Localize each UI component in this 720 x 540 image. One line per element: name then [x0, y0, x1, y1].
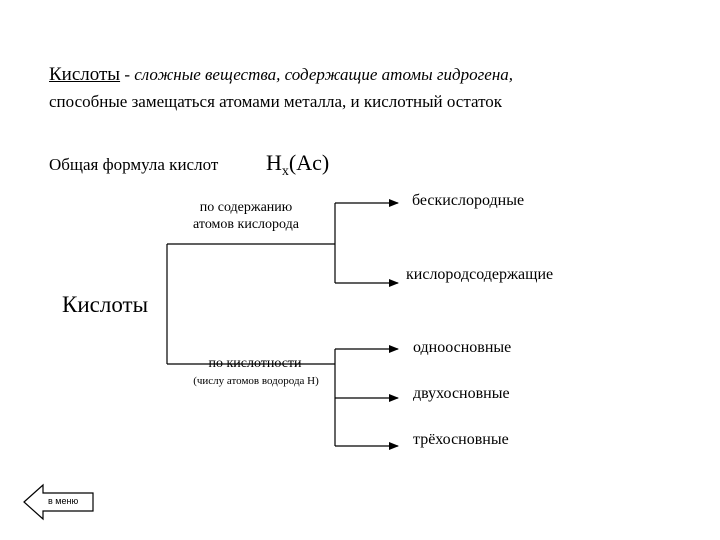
leaf-oxygen-containing: кислородсодержащие [406, 266, 554, 283]
leaf-monobasic: одноосновные [413, 339, 512, 356]
leaf-anoxic: бескислородные [412, 192, 525, 209]
back-button-label: в меню [48, 496, 79, 506]
leaf-dibasic: двухосновные [413, 385, 510, 402]
definition-dash: - [120, 65, 135, 84]
formula-h: H [266, 150, 282, 175]
root-label: Кислоты [62, 292, 149, 317]
definition-term: Кислоты [49, 64, 121, 85]
formula-rest: (Ac) [288, 150, 330, 175]
branch-oxygen-label [193, 199, 299, 233]
definition-line-2: способные замещаться атомами металла, и кислотный остаток [49, 92, 503, 111]
branch-acidity-sublabel: (числу атомов водорода Н) [193, 375, 319, 387]
branch-oxygen-label-line-1: по содержанию [199, 200, 293, 215]
leaf-tribasic: трёхосновные [413, 431, 509, 448]
formula-label: Общая формула кислот [49, 155, 219, 174]
definition-text: сложные вещества, содержащие атомы гидрогена, [134, 65, 514, 84]
branch-acidity-label: по кислотности [208, 356, 302, 371]
formula-subscript: x [281, 164, 289, 179]
back-to-menu-button[interactable] [22, 483, 96, 521]
branch-oxygen-label-line-2: атомов кислорода [193, 217, 299, 232]
